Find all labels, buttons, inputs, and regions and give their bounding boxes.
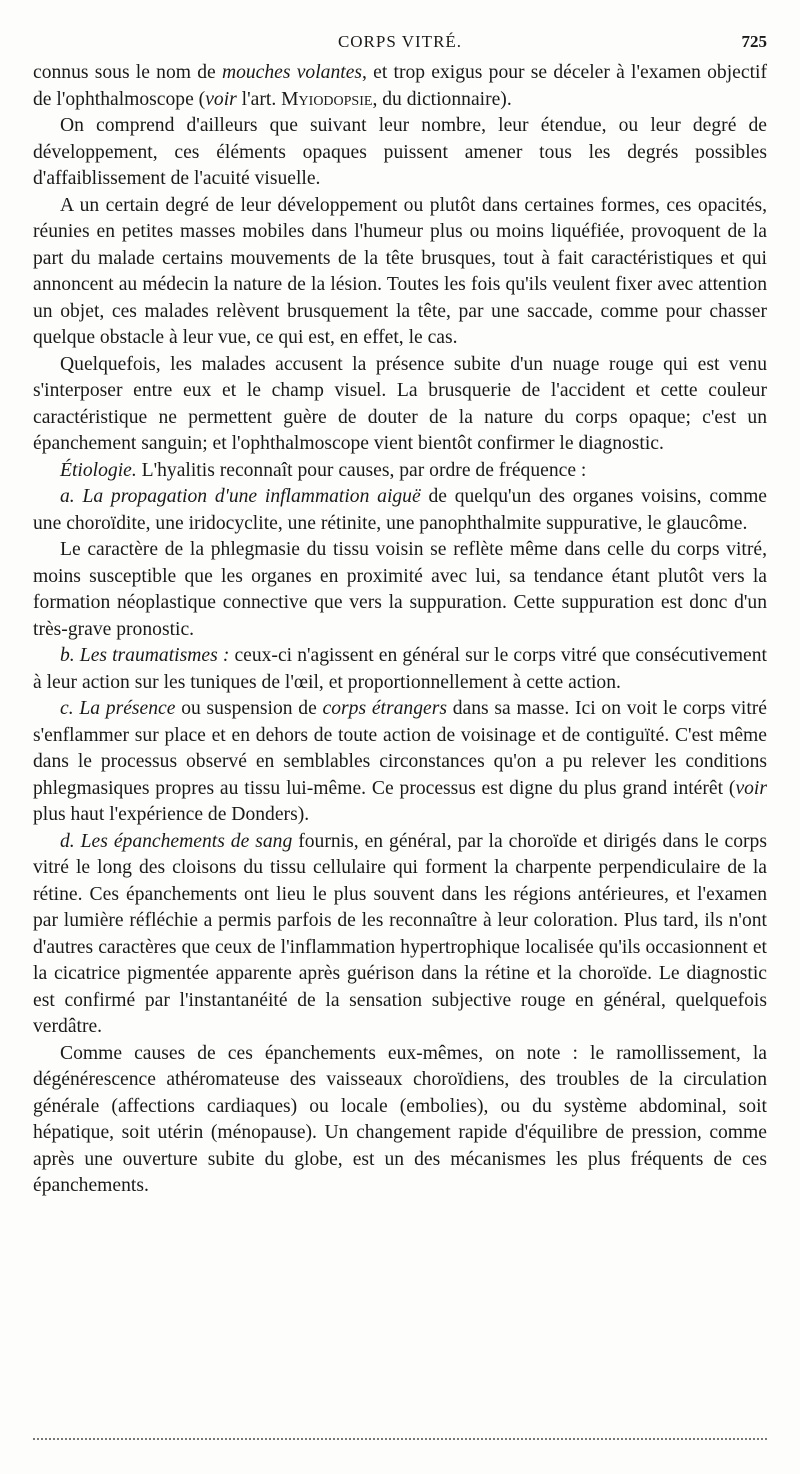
italic-run: mouches volantes <box>221 62 363 83</box>
running-title: CORPS VITRÉ. <box>337 32 463 51</box>
paragraph-a <box>33 484 767 537</box>
text-run: fournis, en général, par la choroïde et dirigés dans le corps vitré le long des cloisons du tissu cellulaire qui forment la charpente perpendiculaire de la rétine. Ces épanchements ont lieu le plus souvent dans les régions antérieures, et l'examen par lumière réfléchie a permis parfois de les reconnaître à leur coloration. Plus tard, ils n'ont d'autres caractères que ceux de l'inflammation hypertrophique localisée qu'ils occasionnent et la cicatrice pigmentée apparente après guérison dans la rétine et la choroïde. Le diagnostic est confirmé par l'instantanéité de la sensation subjective rouge en général, quelquefois verdâtre. <box>33 830 767 1037</box>
section-heading: Étiologie. <box>60 459 137 481</box>
text-run: , et trop exigus pour se déceler à l'examen objectif de l'ophthalmoscope ( <box>33 62 767 110</box>
italic-run: corps étrangers <box>322 698 447 719</box>
paragraph-b <box>33 643 767 696</box>
paragraph-1 <box>33 60 767 113</box>
paragraph-2: On comprend d'ailleurs que suivant leur nombre, leur étendue, ou leur degré de développement, ces éléments opaques puissent amener tous les degrés possibles d'affaiblissement de l'acuité visuelle. <box>33 115 767 189</box>
text-run: , du dictionnaire). <box>372 88 512 110</box>
paragraph-7: Le caractère de la phlegmasie du tissu voisin se reflète même dans celle du corps vitré, moins susceptible que les organes en proximité avec lui, sa tendance étant plutôt vers la formation néoplastique connective que vers la suppuration. Cette suppuration est donc d'un très-grave pronostic. <box>33 539 767 640</box>
paragraph-c <box>33 696 767 829</box>
text-run: de quelqu'un des organes voisins, comme une choroïdite, une iridocyclite, une rétinite, une panophthalmite suppurative, le glaucôme. <box>33 486 768 534</box>
italic-run: voir <box>735 777 767 799</box>
italic-run: voir <box>205 88 237 110</box>
running-header <box>33 30 767 60</box>
page-body <box>33 30 767 1200</box>
text-run: connus sous le nom de <box>33 62 222 83</box>
italic-run: b. Les traumatismes : <box>60 645 230 666</box>
smallcaps-run: Myiodopsie <box>281 88 373 110</box>
italic-run: a. La propagation d'une inflammation aiguë <box>60 486 421 507</box>
text-run: dans sa masse. Ici on voit le corps vitré s'enflammer sur place et en dehors de toute action de voisinage et de contiguïté. C'est même dans le processus observé en semblables circonstances qu'on a pu relever les conditions phlegmasiques propres au tissu lui-même. Ce processus est digne du plus grand intérêt ( <box>33 698 767 799</box>
text-run: ou suspension de <box>175 698 323 719</box>
text-run: l'art. <box>236 88 282 110</box>
paragraph-3: A un certain degré de leur développement ou plutôt dans certaines formes, ces opacités, réunies en petites masses mobiles dans l'humeur plus ou moins liquéfiée, provoquent de la part du malade certains mouvements de la tête brusques, tout à fait caractéristiques et qui annoncent au médecin la nature de la lésion. Toutes les fois qu'ils veulent fixer avec attention un objet, ces malades relèvent brusquement la tête, par une saccade, comme pour chasser quelque obstacle à leur vue, ce qui est, en effet, le cas. <box>33 194 767 348</box>
page-number: 725 <box>741 32 767 51</box>
text-run: ceux-ci n'agissent en général sur le corps vitré que consécutivement à leur action sur les tuniques de l'œil, et proportionnellement à cette action. <box>33 645 767 693</box>
footer-dotted-rule <box>33 1434 767 1440</box>
italic-run: d. Les épanchements de sang <box>60 830 293 852</box>
text-run: L'hyalitis reconnaît pour causes, par ordre de fréquence : <box>136 459 587 481</box>
text-run: plus haut l'expérience de Donders). <box>33 804 310 825</box>
italic-run: c. La présence <box>60 698 176 719</box>
paragraph-etiologie <box>33 458 767 485</box>
paragraph-d <box>33 829 767 1041</box>
paragraph-4: Quelquefois, les malades accusent la présence subite d'un nuage rouge qui est venu s'interposer entre eux et le champ visuel. La brusquerie de l'accident et cette couleur caractéristique ne permettent guère de douter de la nature du corps opaque; c'est un épanchement sanguin; et l'ophthalmoscope vient bientôt confirmer le diagnostic. <box>33 353 767 454</box>
paragraph-11: Comme causes de ces épanchements eux-mêmes, on note : le ramollissement, la dégénérescence athéromateuse des vaisseaux choroïdiens, des troubles de la circulation générale (affections cardiaques) ou locale (embolies), ou du système abdominal, soit hépatique, soit utérin (ménopause). Un changement rapide d'équilibre de pression, comme après une ouverture subite du globe, est un des mécanismes les plus fréquents de ces épanchements. <box>33 1042 767 1196</box>
